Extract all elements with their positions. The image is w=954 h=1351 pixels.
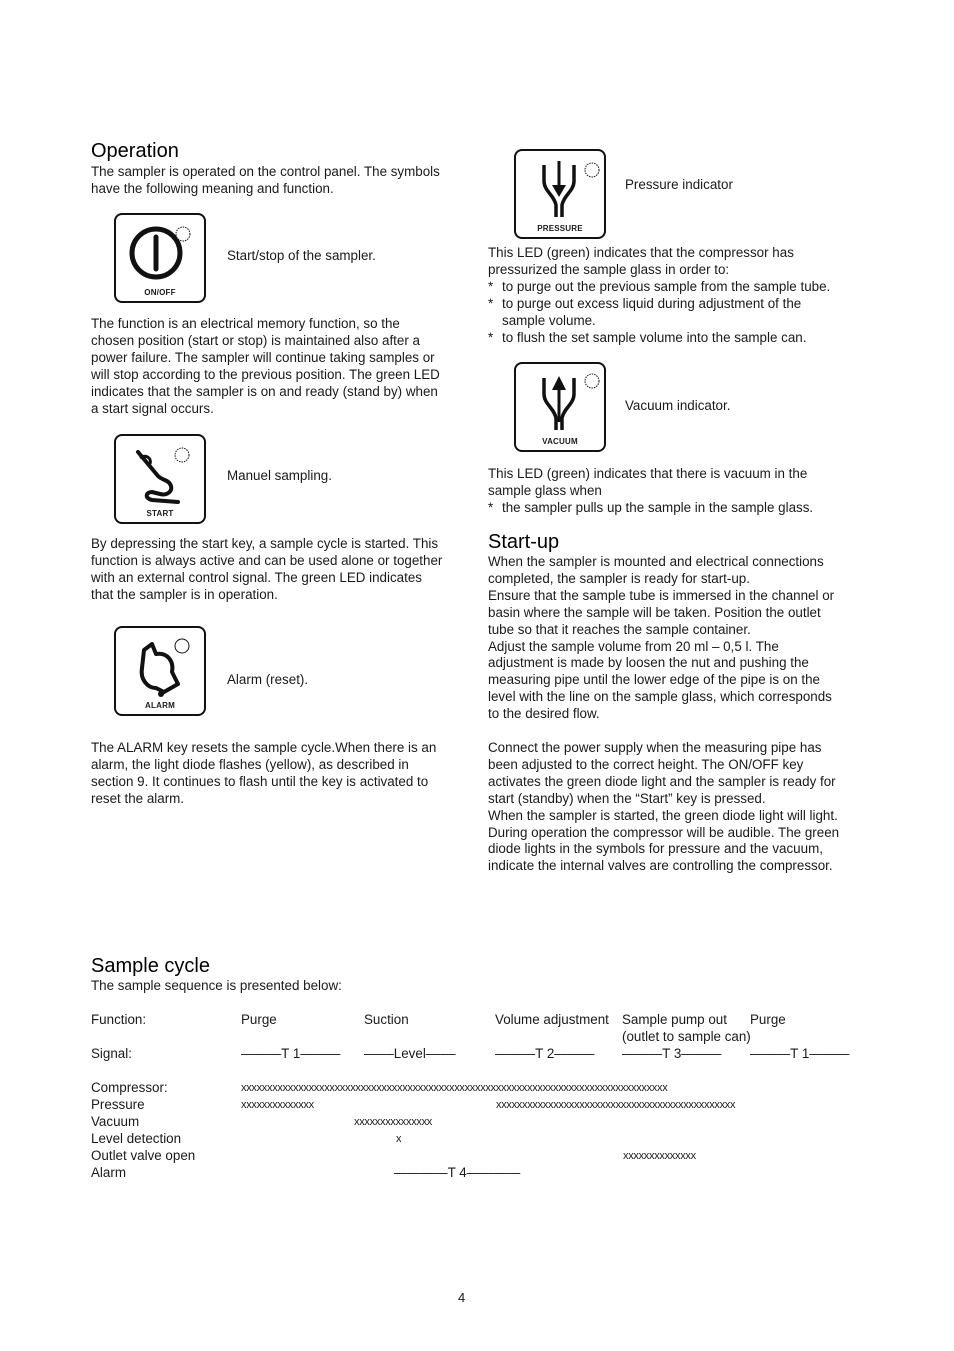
startup-power-description: Connect the power supply when the measuring pipe has been adjusted to the correct height. The ON/OFF key activates the green diode light and the sampler is ready for start (standby) when the “Start” key is pressed. When the sampler is started, the green diode light will light. During operation the compressor will be audible. The green diode lights in the symbols for pressure and the vacuum, indicate the internal valves are controlling the compressor. (488, 740, 840, 874)
row-label-compressor: Compressor: (91, 1080, 168, 1095)
vacuum-caption: Vacuum indicator. (625, 398, 731, 413)
pressure-marks-1: xxxxxxxxxxxxxx (241, 1099, 314, 1111)
pressure-symbol (514, 149, 606, 239)
pressure-label: PRESSURE (537, 224, 583, 233)
list-item: * to purge out the previous sample from the sample tube. (488, 278, 831, 294)
onoff-caption: Start/stop of the sampler. (227, 248, 376, 263)
row-label-alarm: Alarm (91, 1165, 126, 1180)
row-label-vacuum: Vacuum (91, 1114, 140, 1129)
vacuum-symbol (514, 362, 606, 452)
signal-t1-2: ———T 1——— (750, 1046, 850, 1061)
signal-t1: ———T 1——— (241, 1046, 341, 1061)
operation-intro: The sampler is operated on the control panel. The symbols have the following meaning and function. (91, 164, 440, 196)
operation-title: Operation (91, 140, 179, 162)
alarm-caption: Alarm (reset). (227, 672, 309, 687)
pressure-caption: Pressure indicator (625, 177, 733, 192)
signal-level: ––––Level–––– (364, 1046, 456, 1061)
row-label-outlet-valve: Outlet valve open (91, 1148, 196, 1163)
vacuum-marks: xxxxxxxxxxxxxxx (354, 1116, 433, 1128)
alarm-description: The ALARM key resets the sample cycle.When there is an alarm, the light diode flashes (yellow), as described in section 9. It continues to flash until the key is activated to reset the alarm. (91, 740, 437, 806)
onoff-label: ON/OFF (144, 288, 176, 297)
onoff-symbol (114, 213, 206, 303)
start-label: START (146, 509, 174, 518)
function-purge: Purge (241, 1012, 277, 1027)
signal-t3: ———T 3——— (622, 1046, 722, 1061)
start-description: By depressing the start key, a sample cycle is started. This function is always active and can be used alone or together with an external control signal. The green LED indicates that the sampler is in operation. (91, 536, 443, 602)
function-sample-pump-out: Sample pump out (622, 1012, 727, 1027)
row-label-pressure: Pressure (91, 1097, 145, 1112)
vacuum-description: This LED (green) indicates that there is vacuum in the sample glass when * the sampler pulls up the sample in the sample glass. (488, 466, 868, 517)
compressor-marks: xxxxxxxxxxxxxxxxxxxxxxxxxxxxxxxxxxxxxxxxxxxxxxxxxxxxxxxxxxxxxxxxxxxxxxxxxxxxxxxxxx (241, 1082, 668, 1094)
startup-description: When the sampler is mounted and electrical connections completed, the sampler is ready for start-up. Ensure that the sample tube is immersed in the channel or basin where the sample will be taken. Position the outlet tube so that it reaches the sample container. Adjust the sample volume from 20 ml – 0,5 l. The adjustment is made by loosen the nut and pushing the measuring pipe until the lower edge of the pipe is on the level with the line on the sample glass, which corresponds to the desired flow. (488, 554, 835, 722)
pressure-description: This LED (green) indicates that the compressor has pressurized the sample glass in order to: * to purge out the previous sample from the sample tube. * to purge out excess liquid during adjustment of the sample volume. * to flush the set sample volume into the sample can. (488, 245, 868, 346)
alarm-marks: ————T 4———— (394, 1165, 521, 1180)
function-note: (outlet to sample can) (622, 1029, 751, 1044)
startup-title: Start-up (488, 531, 560, 553)
sample-cycle-intro: The sample sequence is presented below: (91, 978, 342, 993)
alarm-symbol (114, 626, 206, 716)
outlet-valve-marks: xxxxxxxxxxxxxx (623, 1150, 696, 1162)
sample-cycle-title: Sample cycle (91, 955, 210, 977)
list-item: * to flush the set sample volume into the sample can. (488, 329, 807, 345)
signal-label: Signal: (91, 1046, 132, 1061)
alarm-label: ALARM (145, 701, 175, 710)
row-label-level-detection: Level detection (91, 1131, 182, 1146)
level-detection-marks: x (396, 1133, 402, 1145)
page-number: 4 (458, 1290, 466, 1305)
list-item: * the sampler pulls up the sample in the sample glass. (488, 499, 814, 515)
pressure-marks-2: xxxxxxxxxxxxxxxxxxxxxxxxxxxxxxxxxxxxxxxxxxxxxx (496, 1099, 736, 1111)
start-symbol (114, 434, 206, 524)
function-suction: Suction (364, 1012, 409, 1027)
start-caption: Manuel sampling. (227, 468, 332, 483)
function-label: Function: (91, 1012, 147, 1027)
function-purge-2: Purge (750, 1012, 786, 1027)
vacuum-label: VACUUM (542, 437, 578, 446)
onoff-description: The function is an electrical memory function, so the chosen position (start or stop) is maintained also after a power failure. The sampler will continue taking samples or will stop according to the previous position. The green LED indicates that the sampler is on and ready (stand by) when a start signal occurs. (91, 316, 440, 416)
function-volume-adjustment: Volume adjustment (495, 1012, 609, 1027)
signal-t2: ———T 2——— (495, 1046, 595, 1061)
list-item: * to purge out excess liquid during adjustment of the (488, 295, 802, 311)
